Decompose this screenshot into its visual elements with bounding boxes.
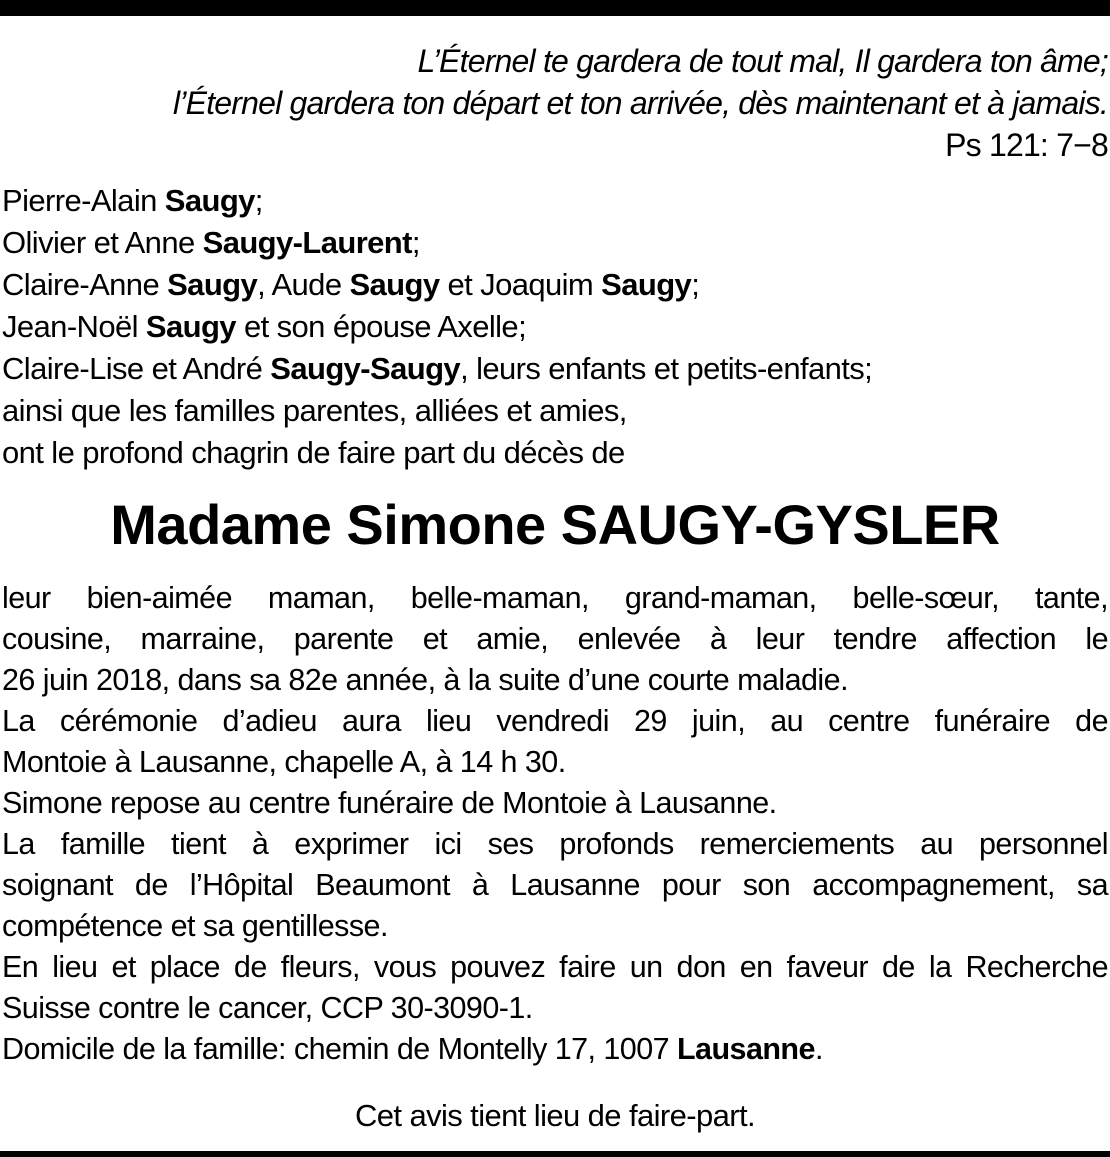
family-surname: Saugy-Laurent (202, 225, 412, 260)
address-city: Lausanne (676, 1032, 815, 1066)
body-line: En lieu et place de fleurs, vous pouvez faire un don en faveur de la Recherche (2, 950, 1108, 984)
body-line: Montoie à Lausanne, chapelle A, à 14 h 30. (2, 745, 566, 779)
verse-line-1: L’Éternel te gardera de tout mal, Il gardera ton âme; (417, 43, 1108, 79)
body-line: Suisse contre le cancer, CCP 30-3090-1. (2, 991, 533, 1025)
family-line (2, 306, 1102, 348)
family-surname: Saugy (145, 309, 236, 344)
family-surname: Saugy (164, 183, 255, 218)
family-text: , Aude (257, 267, 350, 302)
family-text: et son épouse Axelle; (235, 309, 527, 344)
family-surname: Saugy (601, 267, 692, 302)
family-line (2, 348, 1102, 390)
family-text: Claire-Anne (2, 267, 168, 302)
body-line: soignant de l’Hôpital Beaumont à Lausanne pour son accompagnement, sa (2, 868, 1108, 902)
bottom-rule (0, 1151, 1110, 1157)
family-text: , leurs enfants et petits-enfants; (460, 351, 873, 386)
family-surname: Saugy-Saugy (270, 351, 461, 386)
body-line: La cérémonie d’adieu aura lieu vendredi 29 juin, au centre funéraire de (2, 704, 1108, 738)
family-text: ; (254, 183, 263, 218)
family-text: Olivier et Anne (2, 225, 203, 260)
closing-note: Cet avis tient lieu de faire-part. (354, 1098, 756, 1133)
body-line: leur bien-aimée maman, belle-maman, grand-maman, belle-sœur, tante, (2, 581, 1108, 615)
family-list (2, 180, 1102, 474)
bible-verse (8, 40, 1108, 166)
family-text: Jean-Noël (2, 309, 146, 344)
verse-reference: Ps 121: 7−8 (945, 127, 1108, 163)
family-address (2, 1029, 1108, 1070)
family-line: ont le profond chagrin de faire part du décès de (2, 435, 625, 470)
family-text: Pierre-Alain (2, 183, 165, 218)
verse-line-2: l’Éternel gardera ton départ et ton arrivée, dès maintenant et à jamais. (173, 85, 1108, 121)
address-text: . (814, 1032, 823, 1066)
address-text: Domicile de la famille: chemin de Montelly 17, 1007 (2, 1032, 677, 1066)
family-surname: Saugy (349, 267, 440, 302)
family-text: ; (411, 225, 420, 260)
body-line: Simone repose au centre funéraire de Montoie à Lausanne. (2, 786, 777, 820)
announcement-body (2, 578, 1108, 1070)
deceased-name: Madame Simone SAUGY-GYSLER (110, 493, 1000, 556)
body-line: cousine, marraine, parente et amie, enlevée à leur tendre affection le (2, 622, 1108, 656)
body-line: La famille tient à exprimer ici ses profonds remerciements au personnel (2, 827, 1108, 861)
top-rule (0, 0, 1110, 16)
family-text: et Joaquim (439, 267, 602, 302)
family-line: ainsi que les familles parentes, alliées et amies, (2, 393, 627, 428)
family-line (2, 264, 1102, 306)
body-line: 26 juin 2018, dans sa 82e année, à la suite d’une courte maladie. (2, 663, 848, 697)
family-text: Claire-Lise et André (2, 351, 271, 386)
family-text: ; (691, 267, 700, 302)
body-line: compétence et sa gentillesse. (2, 909, 388, 943)
family-surname: Saugy (167, 267, 258, 302)
family-line (2, 222, 1102, 264)
family-line (2, 180, 1102, 222)
